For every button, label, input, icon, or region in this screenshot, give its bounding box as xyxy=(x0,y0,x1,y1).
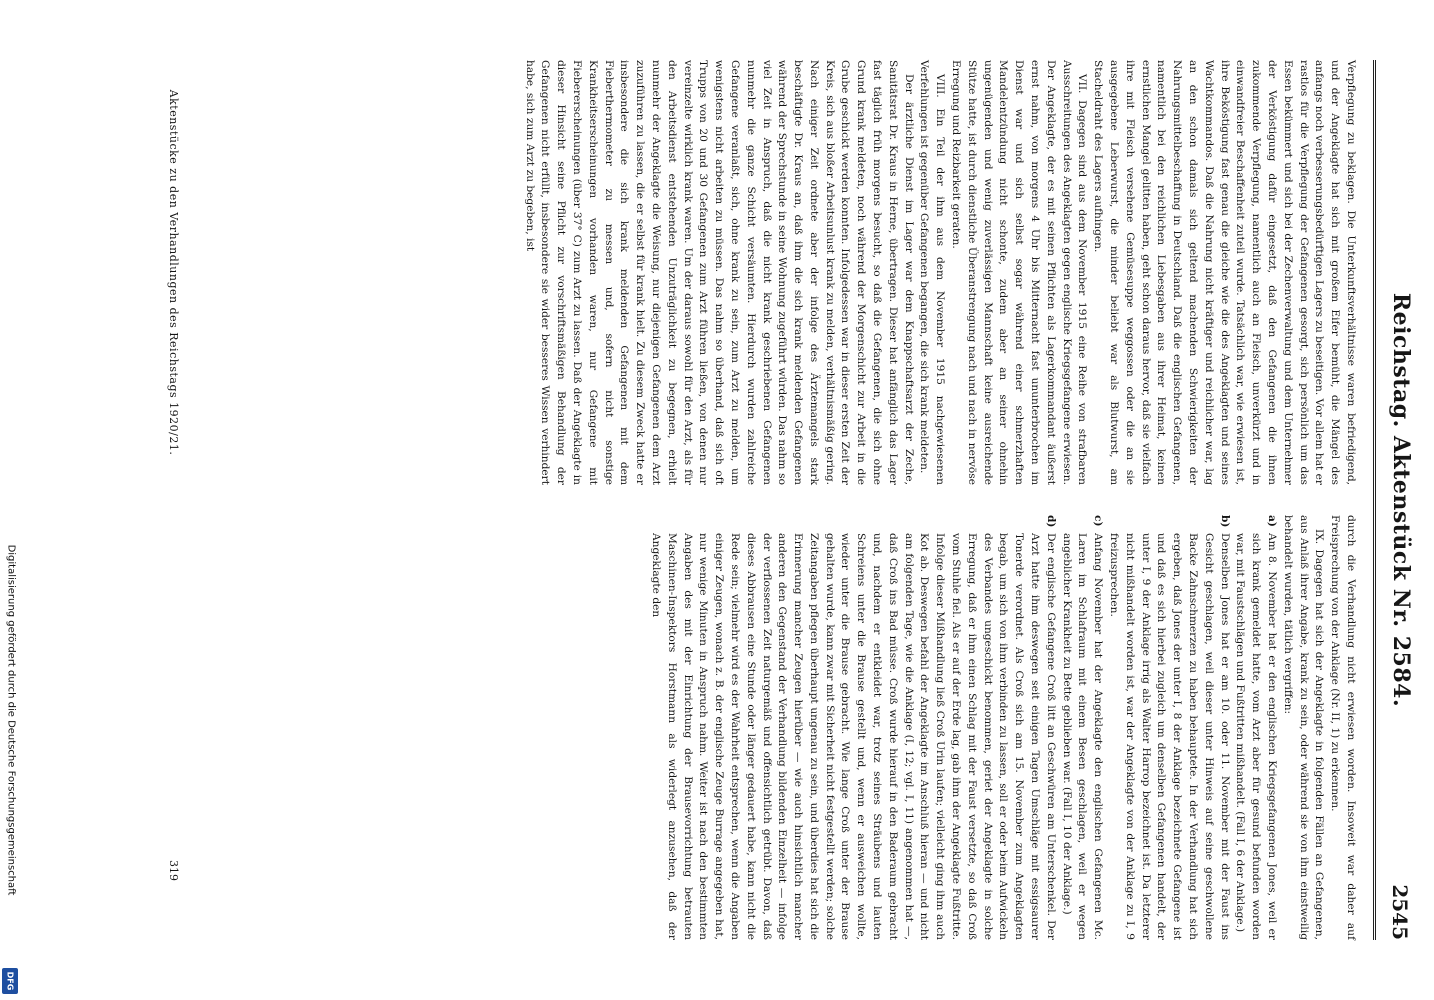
paragraph: Verpflegung zu beklagen. Die Unterkunftsverhältnisse waren befriedigend, und der Angeklagte hat sich mit großem Eifer bemüht, die Mängel des anfangs noch verbesserungsbedürftigen Lagers zu beseitigen. Vor allem hat er rastlos für die Verpflegung der Gefangenen gesorgt, sich persönlich um das Essen bekümmert und sich bei der Zechenverwaltung und dem Unternehmer der Verköstigung dafür eingesetzt, daß den Gefangenen die ihnen zukommende Verpflegung, namentlich auch an Fleisch, unverkürzt und in einwandfreier Beschaffenheit zuteil wurde. Tatsächlich war, wie erwiesen ist, ihre Beköstigung fast genau die gleiche wie die des Angeklagten und seines Wachtkommandos. Daß die Nahrung nicht kräftiger und reichlicher war, lag an den schon damals sich geltend machenden Schwierigkeiten der Nahrungsmittelbeschaffung in Deutschland. Daß die englischen Gefangenen, namentlich bei den reichlichen Liebesgaben aus ihrer Heimat, keinen ernstlichen Mangel gelitten haben, geht schon daraus hervor, daß sie vielfach ihre mit Fleisch versehene Gemüsesuppe weggossen oder die an sie ausgegebene Leberwurst, die minder beliebt war als Blutwurst, am Stacheldraht des Lagers aufhingen. xyxy=(1092,60,1357,485)
item-marker: b) xyxy=(1218,515,1231,528)
paragraph: IX. Dagegen hat sich der Angeklagte in folgenden Fällen an Gefangenen, aus Anlaß ihrer Angabe, krank zu sein, oder während sie von ihm einstweilig behandelt wurden, tätlich vergriffen: xyxy=(1281,515,1326,940)
paragraph: Der ärztliche Dienst im Lager war dem Knappschaftsarzt der Zeche, Sanitätsrat Dr. Kraus in Herne, übertragen. Dieser hat anfänglich das Lager fast täglich früh morgens besucht, so daß die Gefangenen, die sich ohne Grund krank meldeten, noch während der Morgenschicht zur Arbeit in die Grube geschickt werden konnten. Infolgedessen war in dieser ersten Zeit der Kreis, sich aus bloßer Arbeitsunlust krank zu melden, verhältnismäßig gering. Nach einiger Zeit ordnete aber der infolge des Ärztemangels stark beschäftigte Dr. Kraus an, daß ihm die sich krank meldenden Gefangenen während der Sprechstunde in seine Wohnung zugeführt würden. Das nahm so viel Zeit in Anspruch, daß die nicht krank geschriebenen Gefangenen nunmehr die ganze Schicht versäumten. Hierdurch wurden zahlreiche Gefangene veranlaßt, sich, ohne krank zu sein, zum Arzt zu melden, um wenigstens nicht arbeiten zu müssen. Das nahm so überhand, daß sich oft Trupps von 20 und 30 Gefangenen zum Arzt führen ließen, von denen nur vereinzelte wirklich krank waren. Um der daraus sowohl für den Arzt, als für den Arbeitsdienst entstehenden Unzuträglichkeit zu begegnen, erhielt nunmehr der Angeklagte die Weisung, nur diejenigen Gefangenen dem Arzt zuzuführen zu lassen, die er selbst für krank hielt. Zu diesem Zweck hatte er insbesondere die sich krank meldenden Gefangenen mit dem Fieberthermometer zu messen und, sofern nicht sonstige Krankheitserscheinungen vorhanden waren, nur Gefangene mit Fiebererscheinungen (über 37° C) zum Arzt zu lassen. Daß der Angeklagte in dieser Hinsicht seine Pflicht zur vorschriftsmäßigen Behandlung der Gefangenen nicht erfüllt, insbesondere sie wider besseres Wissen verhindert habe, sich zum Arzt zu begeben, ist xyxy=(523,60,915,485)
list-item xyxy=(647,515,1058,940)
list-item xyxy=(1232,515,1279,940)
item-marker: c) xyxy=(1092,515,1105,527)
running-title: Reichstag. Aktenstück Nr. 2584. xyxy=(1388,292,1414,708)
scanned-page xyxy=(58,0,1428,1000)
sidebar xyxy=(0,0,22,1000)
dfg-logo xyxy=(2,968,18,994)
funding-credit-text: Digitalisierung gefördert durch die Deutsche Forschungsgemeinschaft xyxy=(5,544,17,896)
item-text: Der englische Gefangene Croß litt an Geschwüren am Unterschenkel. Der Arzt hatte ihm deswegen seit einigen Tagen Umschläge mit essigsaurer Tonerde verordnet. Als Croß sich am 15. November zum Angeklagten begab, um sich von ihm verbinden zu lassen, soll er oder beim Aufwickeln des Verbandes ungeschickt benommen, geriet der Angeklagte in solche Erregung, daß er ihm einen Schlag mit der Faust versetzte, so daß Croß vom Stuhle fiel. Als er auf der Erde lag, gab ihm der Angeklagte Fußtritte. Infolge dieser Mißhandlung ließ Croß Urin laufen; vielleicht ging ihm auch Kot ab. Deswegen befahl der Angeklagte im Anschluß hieran — und nicht am folgenden Tage, wie die Anklage (I, 12; vgl. I, 11) angenommen hat —, daß Croß ins Bad müsse. Croß wurde hierauf in den Baderaum gebracht und, nachdem er entkleidet war, trotz seines Sträubens und lauten Schreiens unter die Brause gestellt und, wenn er ausweichen wollte, wieder unter die Brause gebracht. Wie lange Croß unter der Brause gehalten wurde, kann zwar mit Sicherheit nicht festgestellt werden; solche Zeitangaben pflegen überhaupt ungenau zu sein, und überdies hat sich die Erinnerung mancher Zeugen hierüber — wie auch hinsichtlich mancher anderen den Gegenstand der Verhandlung bildenden Einzelheit — infolge der verflossenen Zeit naturgemäß und offensichtlich getrübt. Davon, daß dieses Abbrausen eine Stunde oder länger gedauert habe, kann nicht die Rede sein; vielmehr wird es der Wahrheit entsprechen, wenn die Angaben einiger Zeugen, wonach z. B. der englische Zeuge Burrage angegeben hat, nur wenige Minuten in Anspruch nahm. Weiter ist nach den bestimmten Angaben des mit der Einrichtung der Brausevorrichtung betrauten Maschinen-Inspektors Horstmann als widerlegt anzusehen, daß der Angeklagte den xyxy=(649,533,1057,940)
item-text: Am 8. November hat er den englischen Kriegsgefangenen Jones, weil er sich krank gemeldet hatte, vom Arzt aber für gesund befunden worden war, mit Faustschlägen und Fußtritten mißhandelt. (Fall I, 6 der Anklage.) xyxy=(1234,533,1279,940)
item-marker: d) xyxy=(1044,515,1057,528)
sheet-number: 319 xyxy=(167,860,180,881)
footer-citation: Aktenstücke zu den Verhandlungen des Reichstags 1920/21. xyxy=(167,89,180,456)
page-header xyxy=(1370,60,1414,940)
paragraph: durch die Verhandlung nicht erwiesen worden. Insoweit war daher auf Freisprechung von der Anklage (Nr. II, 1) zu erkennen. xyxy=(1329,515,1357,940)
right-column xyxy=(647,515,1358,940)
dfg-logo-text: DFG xyxy=(5,971,15,991)
item-text: Anfang November hat der Angeklagte den englischen Gefangenen Mc. Laren im Schlafraum mit einem Besen geschlagen, weil er wegen angeblicher Krankheit zu Bette geblieben war. (Fall I, 10 der Anklage.) xyxy=(1060,533,1105,940)
list-item xyxy=(1058,515,1105,940)
item-marker: a) xyxy=(1266,515,1279,527)
left-column xyxy=(521,60,1358,485)
paragraph: VIII. Ein Teil der ihm aus dem November 1915 nachgewiesenen Verfehlungen ist gegenüber Gefangenen begangen, die sich krank meldeten. xyxy=(918,60,947,485)
funding-credit xyxy=(0,0,22,1000)
header-rule xyxy=(1373,60,1376,940)
page-number: 2545 xyxy=(1388,884,1412,940)
paragraph: VII. Dagegen sind aus dem November 1915 eine Reihe von strafbaren Ausschreitungen des Angeklagten gegen englische Kriegsgefangene erwiesen. Der Angeklagte, der es mit seinen Pflichten als Lagerkommandant äußerst ernst nahm, von morgens 4 Uhr bis Mitternacht fast ununterbrochen im Dienst war und sich selbst sogar während einer schmerzhaften Mandelentzündung nicht schonte, zudem aber an seiner ohnehin ungenügenden und wenig zuverlässigen Mannschaft keine ausreichende Stütze hatte, ist durch dienstliche Überanstrengung nach und nach in nervöse Erregung und Reizbarkeit geraten. xyxy=(950,60,1089,485)
list-item xyxy=(1105,515,1231,940)
item-text: Denselben Jones hat er am 10. oder 11. November mit der Faust ins Gesicht geschlagen, weil dieser unter Hinweis auf seine geschwollene Backe Zahnschmerzen zu haben behauptete. In der Verhandlung hat sich ergeben, daß Jones der unter I, 8 der Anklage bezeichnete Gefangene ist und daß es sich hierbei zugleich um denselben Gefangenen handelt, der unter I, 9 der Anklage irrig als Walter Harrop bezeichnet ist. Da letzterer nicht mißhandelt worden ist, war der Angeklagte von der Anklage zu I, 9 freizusprechen. xyxy=(1108,533,1231,940)
